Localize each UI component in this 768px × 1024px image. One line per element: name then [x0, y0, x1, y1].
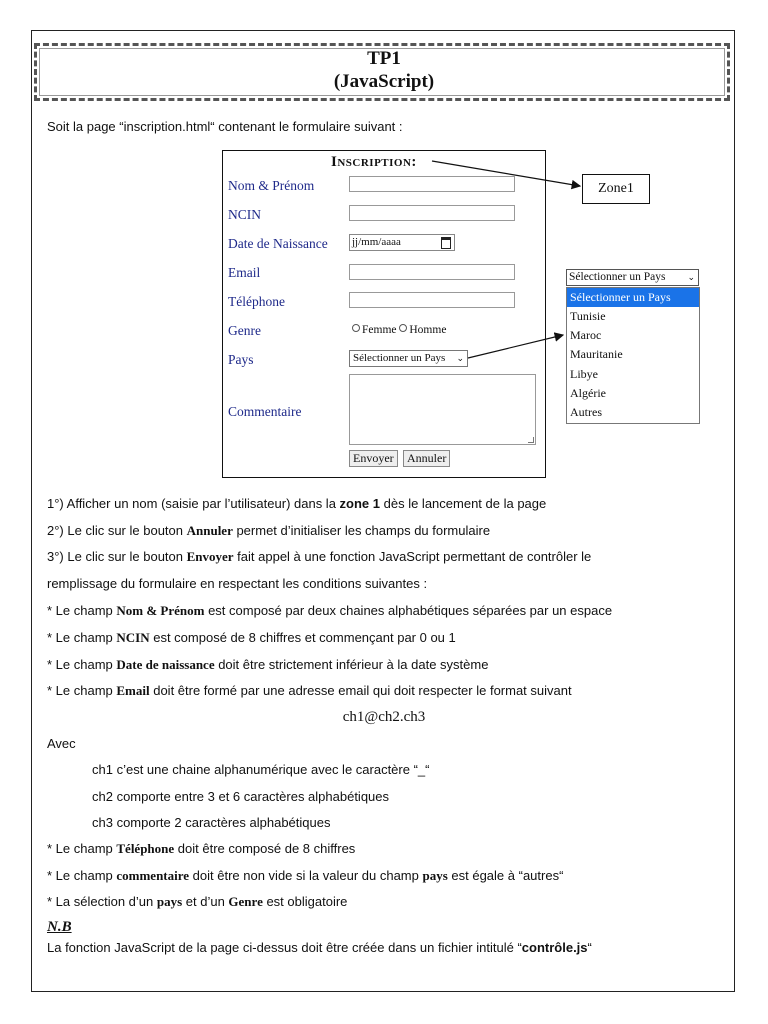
dropdown-option[interactable]: Autres [570, 405, 602, 419]
ch1-rule: ch1 c’est une chaine alphanumérique avec le caractère “_“ [92, 762, 430, 777]
zone1-box: Zone1 [582, 174, 650, 204]
doc-subtitle: (JavaScript) [333, 71, 435, 92]
arrow-to-dropdown [468, 335, 563, 358]
dropdown-option[interactable]: Sélectionner un Pays [567, 288, 699, 307]
question-2: 2°) Le clic sur le bouton Annuler permet d’initialiser les champs du formulaire [47, 523, 491, 538]
radio-femme-label: Femme [362, 324, 397, 336]
rule-nom: * Le champ Nom & Prénom est composé par deux chaines alphabétiques séparées par un espace [47, 603, 613, 618]
rule-commentaire: * Le champ commentaire doit être non vide si la valeur du champ pays est égale à “autres“ [47, 868, 564, 883]
dropdown-option[interactable]: Tunisie [570, 309, 606, 323]
label-date: Date de Naissance [228, 236, 328, 251]
label-ncin: NCIN [228, 207, 261, 222]
rule-date: * Le champ Date de naissance doit être strictement inférieur à la date système [47, 657, 489, 672]
select-pays-value: Sélectionner un Pays [353, 352, 446, 364]
chevron-down-icon: ⌄ [456, 353, 464, 363]
nb-text: La fonction JavaScript de la page ci-dessus doit être créée dans un fichier intitulé “contrôle.js“ [47, 940, 592, 955]
dropdown-selected-value: Sélectionner un Pays [569, 271, 666, 283]
question-3-continued: remplissage du formulaire en respectant les conditions suivantes : [47, 576, 428, 591]
envoyer-button[interactable]: Envoyer [349, 450, 398, 467]
nb-title: N.B [47, 919, 72, 935]
rule-ncin: * Le champ NCIN est composé de 8 chiffres et commençant par 0 ou 1 [47, 630, 456, 645]
avec-label: Avec [47, 736, 76, 751]
label-pays: Pays [228, 352, 254, 367]
label-commentaire: Commentaire [228, 404, 302, 419]
question-1: 1°) Afficher un nom (saisie par l’utilisateur) dans la zone 1 dès le lancement de la page [47, 496, 547, 511]
label-email: Email [228, 265, 261, 280]
label-nom: Nom & Prénom [228, 178, 315, 193]
rule-tel: * Le champ Téléphone doit être composé de 8 chiffres [47, 841, 356, 856]
question-3: 3°) Le clic sur le bouton Envoyer fait appel à une fonction JavaScript permettant de contrôler le [47, 549, 592, 564]
arrow-to-zone1 [432, 161, 580, 186]
intro-text: Soit la page “inscription.html“ contenant le formulaire suivant : [47, 119, 403, 134]
ch3-rule: ch3 comporte 2 caractères alphabétiques [92, 815, 331, 830]
label-genre: Genre [228, 323, 261, 338]
dropdown-option[interactable]: Maroc [570, 328, 602, 342]
label-tel: Téléphone [228, 294, 285, 309]
date-placeholder: jj/mm/aaaa [352, 236, 401, 248]
doc-title: TP1 [367, 48, 401, 69]
rule-email: * Le champ Email doit être formé par une adresse email qui doit respecter le format suivant [47, 683, 572, 698]
email-format: ch1@ch2.ch3 [342, 709, 426, 725]
annuler-button[interactable]: Annuler [403, 450, 450, 467]
dropdown-option[interactable]: Mauritanie [570, 347, 623, 361]
ch2-rule: ch2 comporte entre 3 et 6 caractères alphabétiques [92, 789, 390, 804]
form-title: Inscription: [331, 154, 417, 170]
rule-selection: * La sélection d’un pays et d’un Genre est obligatoire [47, 894, 348, 909]
dropdown-option[interactable]: Libye [570, 367, 598, 381]
dropdown-option[interactable]: Algérie [570, 386, 606, 400]
chevron-down-icon: ⌄ [687, 272, 695, 282]
radio-homme-label: Homme [409, 324, 447, 336]
